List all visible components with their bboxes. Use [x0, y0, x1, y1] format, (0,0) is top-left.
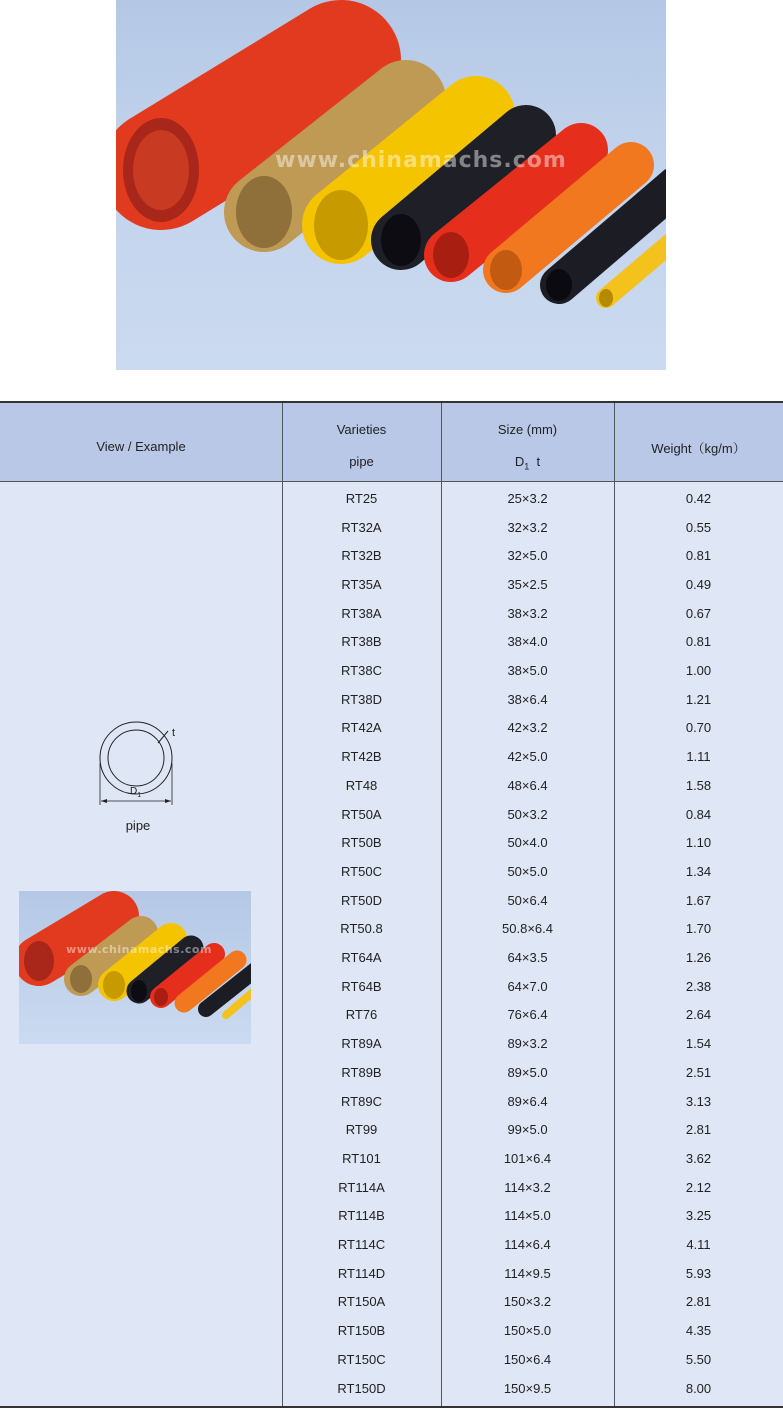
variety-cell: RT99 — [345, 1122, 378, 1138]
table-row — [282, 771, 783, 800]
header-size-d-sub: 1 — [524, 461, 530, 472]
size-cell: 25×3.2 — [507, 490, 548, 506]
weight-cell: 3.62 — [685, 1150, 712, 1166]
diagram-t-label: t — [172, 727, 176, 739]
size-cell: 76×6.4 — [507, 1007, 548, 1023]
size-cell: 89×6.4 — [507, 1093, 548, 1109]
variety-cell: RT50D — [341, 892, 382, 908]
header-size-dims — [441, 454, 614, 472]
size-cell: 50.8×6.4 — [502, 921, 553, 937]
table-row — [282, 915, 783, 944]
table-row — [282, 599, 783, 628]
variety-cell: RT64A — [341, 950, 382, 966]
size-cell: 50×3.2 — [507, 806, 548, 822]
size-cell: 101×6.4 — [503, 1150, 552, 1166]
size-cell: 150×5.0 — [503, 1323, 552, 1339]
table-row — [282, 628, 783, 657]
size-cell: 48×6.4 — [507, 777, 548, 793]
weight-cell: 0.42 — [685, 490, 712, 506]
size-cell: 89×3.2 — [507, 1036, 548, 1052]
header-size-t: t — [536, 454, 541, 469]
table-row — [282, 1001, 783, 1030]
table-row — [282, 685, 783, 714]
table-row — [282, 1259, 783, 1288]
weight-cell: 2.81 — [685, 1294, 712, 1310]
weight-cell: 1.26 — [685, 950, 712, 966]
header-varieties: Varieties — [336, 422, 387, 437]
variety-cell: RT89B — [341, 1064, 382, 1080]
header-size: Size (mm) — [497, 422, 558, 437]
table-row — [282, 656, 783, 685]
table-row — [282, 1316, 783, 1345]
variety-cell: RT150C — [337, 1351, 386, 1367]
table-row — [282, 570, 783, 599]
size-cell: 114×6.4 — [504, 1237, 551, 1253]
weight-cell: 0.49 — [685, 576, 712, 592]
variety-cell: RT38D — [341, 691, 382, 707]
variety-cell: RT38B — [341, 634, 382, 650]
table-row — [282, 1288, 783, 1317]
weight-cell: 1.70 — [685, 921, 712, 937]
variety-cell: RT50C — [341, 863, 382, 879]
variety-cell: RT64B — [341, 978, 382, 994]
variety-cell: RT76 — [345, 1007, 378, 1023]
table-row — [282, 484, 783, 513]
table-row — [282, 742, 783, 771]
variety-cell: RT114D — [337, 1265, 386, 1281]
size-cell: 50×5.0 — [507, 863, 548, 879]
variety-cell: RT114C — [337, 1237, 386, 1253]
weight-cell: 1.00 — [685, 663, 712, 679]
table-row — [282, 714, 783, 743]
variety-cell: RT114B — [338, 1208, 385, 1224]
size-cell: 42×3.2 — [507, 720, 548, 736]
weight-cell: 2.38 — [685, 978, 712, 994]
variety-cell: RT150A — [337, 1294, 386, 1310]
weight-cell: 4.11 — [686, 1237, 711, 1253]
table-row — [282, 1230, 783, 1259]
weight-cell: 0.67 — [685, 605, 712, 621]
table-row — [282, 828, 783, 857]
variety-cell: RT42B — [341, 749, 382, 765]
diagram-d-label: $D_1$ — [130, 786, 142, 799]
weight-cell: 8.00 — [685, 1380, 712, 1396]
header-weight: Weight（kg/m） — [651, 441, 746, 456]
weight-cell: 1.34 — [685, 863, 712, 879]
variety-cell: RT114A — [338, 1179, 385, 1195]
size-cell: 114×3.2 — [504, 1179, 551, 1195]
header-view-example: View / Example — [96, 439, 186, 454]
weight-cell: 3.13 — [685, 1093, 712, 1109]
table-row — [282, 1202, 783, 1231]
weight-cell: 2.81 — [685, 1122, 712, 1138]
variety-cell: RT32A — [341, 519, 382, 535]
header-size-d: D — [514, 454, 525, 469]
table-row — [282, 1144, 783, 1173]
variety-cell: RT101 — [342, 1150, 381, 1166]
table-row — [282, 513, 783, 542]
product-photo — [116, 0, 666, 370]
table-row — [282, 1087, 783, 1116]
weight-cell: 1.54 — [685, 1036, 712, 1052]
weight-cell: 2.64 — [685, 1007, 712, 1023]
size-cell: 89×5.0 — [507, 1064, 548, 1080]
variety-cell: RT38C — [341, 663, 382, 679]
variety-cell: RT50B — [341, 835, 382, 851]
table-row — [282, 1058, 783, 1087]
variety-cell: RT25 — [345, 490, 378, 506]
variety-cell: RT42A — [341, 720, 382, 736]
size-cell: 150×6.4 — [503, 1351, 552, 1367]
variety-cell: RT32B — [341, 548, 382, 564]
weight-cell: 0.55 — [685, 519, 712, 535]
size-cell: 50×6.4 — [507, 892, 548, 908]
pipes-illustration — [116, 0, 666, 370]
size-cell: 32×5.0 — [507, 548, 548, 564]
size-cell: 38×6.4 — [507, 691, 548, 707]
size-cell: 114×9.5 — [504, 1265, 551, 1281]
watermark-text: www.chinamachs.com — [275, 148, 567, 173]
variety-cell: RT89A — [341, 1036, 382, 1052]
size-cell: 64×3.5 — [507, 950, 548, 966]
variety-cell: RT35A — [341, 576, 382, 592]
table-row — [282, 1115, 783, 1144]
size-cell: 38×4.0 — [507, 634, 548, 650]
table-row — [282, 800, 783, 829]
weight-cell: 1.21 — [685, 691, 712, 707]
header-varieties-pipe: pipe — [349, 454, 374, 469]
size-cell: 38×3.2 — [507, 605, 548, 621]
weight-cell: 1.10 — [685, 835, 712, 851]
variety-cell: RT89C — [341, 1093, 382, 1109]
size-cell: 99×5.0 — [507, 1122, 548, 1138]
variety-cell: RT50A — [341, 806, 382, 822]
weight-cell: 1.67 — [685, 892, 712, 908]
weight-cell: 0.70 — [685, 720, 712, 736]
variety-cell: RT50.8 — [340, 921, 383, 937]
variety-cell: RT150D — [337, 1380, 386, 1396]
size-cell: 32×3.2 — [507, 519, 548, 535]
table-row — [282, 1173, 783, 1202]
variety-cell: RT150B — [337, 1323, 386, 1339]
weight-cell: 1.11 — [686, 749, 711, 765]
table-row — [282, 1374, 783, 1403]
weight-cell: 2.51 — [685, 1064, 712, 1080]
size-cell: 64×7.0 — [507, 978, 548, 994]
table-row — [282, 857, 783, 886]
size-cell: 42×5.0 — [507, 749, 548, 765]
weight-cell: 3.25 — [685, 1208, 712, 1224]
table-row — [282, 886, 783, 915]
weight-cell: 4.35 — [685, 1323, 712, 1339]
weight-cell: 0.84 — [685, 806, 712, 822]
variety-cell: RT38A — [341, 605, 382, 621]
weight-cell: 5.93 — [685, 1265, 712, 1281]
table-row — [282, 1345, 783, 1374]
weight-cell: 0.81 — [685, 548, 712, 564]
product-thumbnail — [19, 891, 251, 1044]
variety-cell: RT48 — [345, 777, 378, 793]
weight-cell: 0.81 — [685, 634, 712, 650]
weight-cell: 5.50 — [685, 1351, 712, 1367]
diagram-caption: pipe — [125, 818, 151, 833]
table-row — [282, 943, 783, 972]
table-row — [282, 972, 783, 1001]
size-cell: 35×2.5 — [507, 576, 548, 592]
pipes-thumbnail-illustration — [19, 891, 251, 1044]
thumbnail-watermark: www.chinamachs.com — [66, 943, 212, 956]
size-cell: 150×3.2 — [503, 1294, 552, 1310]
size-cell: 150×9.5 — [503, 1380, 552, 1396]
table-row — [282, 541, 783, 570]
size-cell: 114×5.0 — [504, 1208, 551, 1224]
table-row — [282, 1029, 783, 1058]
size-cell: 38×5.0 — [507, 663, 548, 679]
weight-cell: 1.58 — [685, 777, 712, 793]
weight-cell: 2.12 — [685, 1179, 712, 1195]
size-cell: 50×4.0 — [507, 835, 548, 851]
pipe-cross-section-diagram — [92, 713, 192, 818]
